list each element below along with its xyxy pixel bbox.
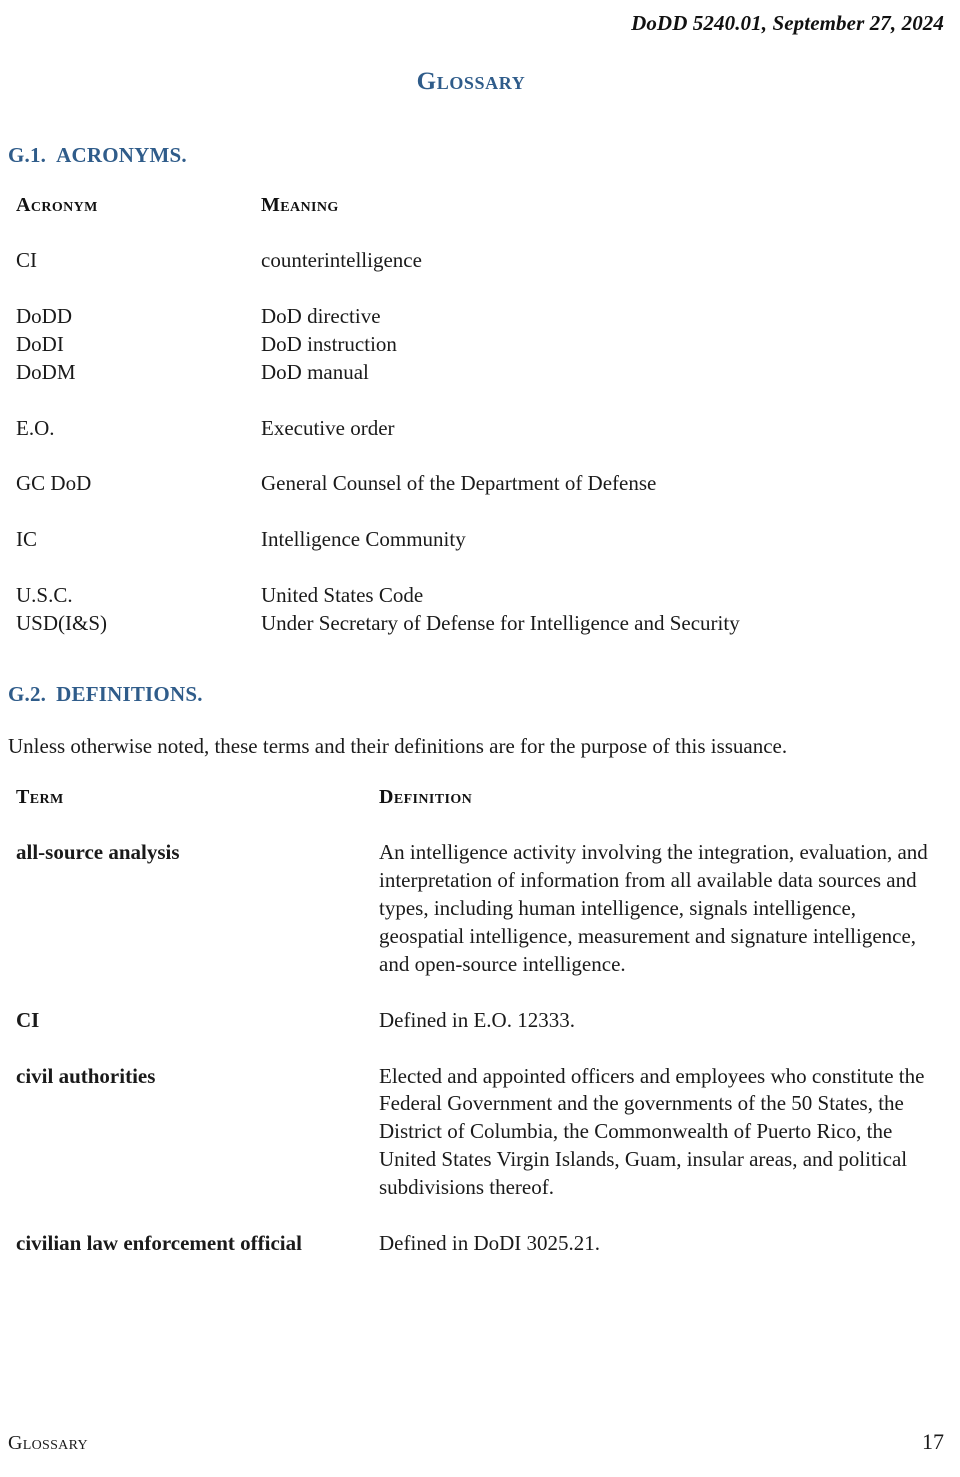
acronym-term: E.O. xyxy=(16,415,55,440)
footer-page-number: 17 xyxy=(922,1429,944,1454)
table-row xyxy=(8,610,944,638)
definition-table xyxy=(8,784,944,1258)
acronym-meaning: counterintelligence xyxy=(261,247,422,272)
acronym-term: U.S.C. xyxy=(16,583,73,608)
table-row xyxy=(8,359,944,387)
table-row xyxy=(8,331,944,359)
acronym-meaning: DoD instruction xyxy=(261,331,397,356)
section-heading-acronyms xyxy=(8,143,944,168)
section-number-definitions: G.2. xyxy=(8,682,47,707)
table-row xyxy=(8,442,944,498)
acronym-term: DoDM xyxy=(16,359,76,384)
acronym-term: IC xyxy=(16,527,37,552)
acronym-table xyxy=(8,192,944,638)
acronym-meaning: Executive order xyxy=(261,415,395,440)
definition-table-header-row xyxy=(8,784,944,811)
definition-term: civilian law enforcement official xyxy=(16,1231,302,1256)
acronym-meaning: General Counsel of the Department of Defense xyxy=(261,471,657,496)
acronym-term: DoDD xyxy=(16,303,72,328)
acronym-meaning: Under Secretary of Defense for Intelligence and Security xyxy=(261,611,740,636)
column-header-meaning: Meaning xyxy=(261,194,339,217)
column-header-definition: Definition xyxy=(379,786,473,809)
acronym-term: GC DoD xyxy=(16,471,92,496)
column-header-acronym: Acronym xyxy=(16,194,98,217)
definition-term: all-source analysis xyxy=(16,840,180,865)
acronym-meaning: DoD directive xyxy=(261,303,381,328)
acronym-meaning: United States Code xyxy=(261,583,424,608)
definition-row xyxy=(8,1035,944,1203)
table-row xyxy=(8,219,944,275)
table-row xyxy=(8,498,944,554)
footer-section-label: Glossary xyxy=(8,1432,88,1454)
table-row xyxy=(8,387,944,443)
running-header: DoDD 5240.01, September 27, 2024 xyxy=(631,11,944,35)
acronym-meaning: Intelligence Community xyxy=(261,527,466,552)
definition-text: Defined in DoDI 3025.21. xyxy=(379,1231,601,1256)
definition-term: civil authorities xyxy=(16,1063,156,1088)
acronym-term: USD(I&S) xyxy=(16,611,108,636)
definition-row xyxy=(8,1202,944,1258)
acronym-meaning: DoD manual xyxy=(261,359,369,384)
acronym-term: DoDI xyxy=(16,331,64,356)
page-footer xyxy=(8,1429,944,1455)
definition-term: CI xyxy=(16,1007,40,1032)
acronym-table-header-row xyxy=(8,192,944,219)
definitions-intro-paragraph: Unless otherwise noted, these terms and their definitions are for the purpose of this issuance. xyxy=(8,734,788,759)
section-number-acronyms: G.1. xyxy=(8,143,47,168)
definition-row xyxy=(8,811,944,979)
definition-text: Elected and appointed officers and employees who constitute the Federal Government and the governments of the 50 States, the District of Columbia, the Commonwealth of Puerto Rico, the United States Virgin Islands, Guam, insular areas, and political subdivisions thereof. xyxy=(379,1063,925,1200)
table-row xyxy=(8,554,944,610)
definition-text: Defined in E.O. 12333. xyxy=(379,1007,575,1032)
column-header-term: Term xyxy=(16,786,64,809)
definition-text: An intelligence activity involving the integration, evaluation, and interpretation of information from all available data sources and types, including human intelligence, signals intelligence, geospatial intelligence, measurement and signature intelligence, and open-source intelligence. xyxy=(379,840,928,976)
acronym-term: CI xyxy=(16,247,37,272)
section-label-acronyms: ACRONYMS. xyxy=(56,143,187,168)
page-title: Glossary xyxy=(416,68,526,96)
section-label-definitions: DEFINITIONS. xyxy=(56,682,203,707)
table-row xyxy=(8,275,944,331)
section-heading-definitions xyxy=(8,682,944,707)
definition-row xyxy=(8,979,944,1035)
